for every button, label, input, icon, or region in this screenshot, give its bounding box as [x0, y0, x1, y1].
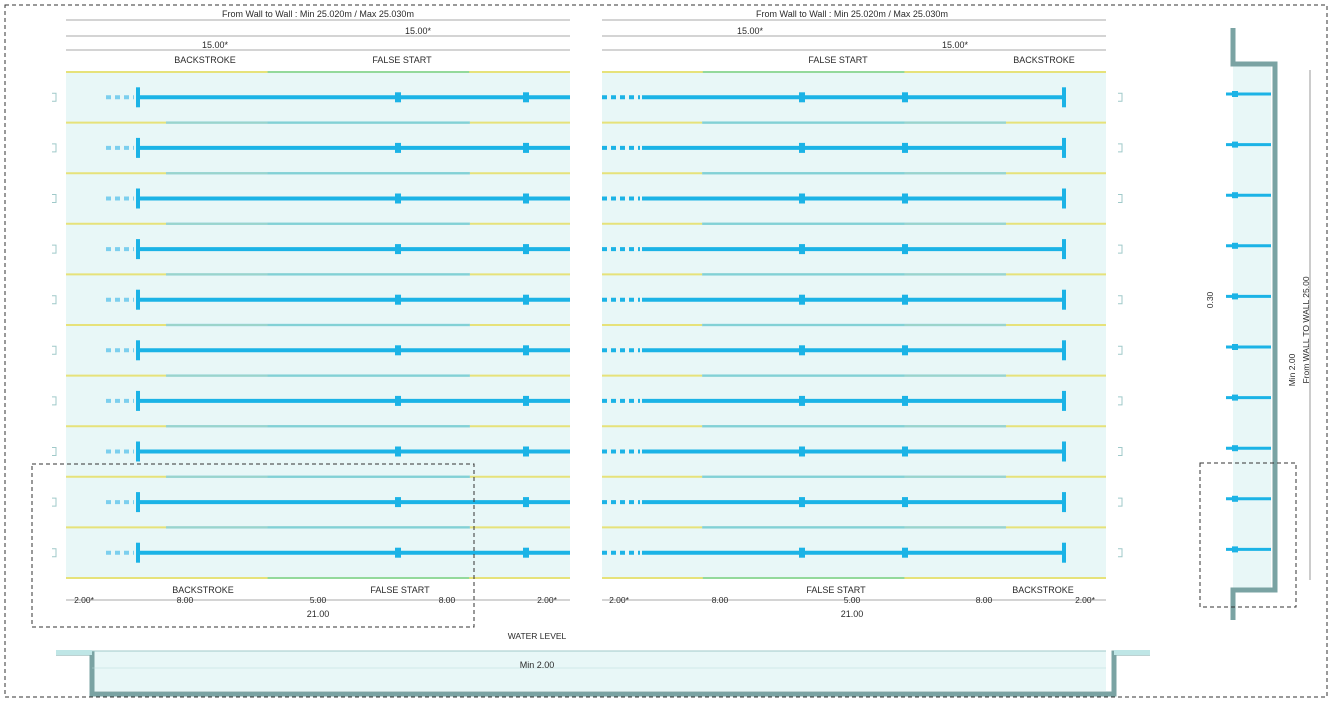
side-lane-tick: [1232, 395, 1238, 401]
lane-line-tick: [395, 295, 401, 305]
lane-bracket: [1118, 549, 1122, 557]
pool-right-bottom-backstroke: BACKSTROKE: [1012, 585, 1074, 595]
lane-line-tick: [902, 447, 908, 457]
pool-right-dim-21: 21.00: [840, 609, 864, 619]
lane-line-tick: [523, 295, 529, 305]
lane-line-tick: [799, 92, 805, 102]
pool-left-dim-8-right: 8.00: [438, 595, 456, 605]
lane-bracket: [52, 549, 56, 557]
lane-line-tick: [902, 345, 908, 355]
lane-line-tick: [902, 295, 908, 305]
pool-left-dim-21: 21.00: [306, 609, 330, 619]
lane-line-tick: [523, 244, 529, 254]
side-lane-tick: [1232, 445, 1238, 451]
pool-right-dim-2-left: 2.00*: [609, 595, 629, 605]
lane-line-tick: [523, 345, 529, 355]
lane-bracket: [52, 195, 56, 203]
lane-bracket: [1118, 195, 1122, 203]
lane-bracket: [52, 144, 56, 152]
lane-line-tick: [395, 548, 401, 558]
side-lane-tick: [1232, 192, 1238, 198]
pool-left-top-backstroke: BACKSTROKE: [174, 55, 236, 65]
pool-section-deck-right: [1114, 650, 1150, 655]
pool-section: [56, 631, 1150, 694]
pool-left-top-dim-a: 15.00*: [201, 40, 229, 50]
pool-right-dim-2-right: 2.00*: [1075, 595, 1095, 605]
lane-bracket: [52, 498, 56, 506]
lane-line-tick: [902, 396, 908, 406]
lane-line-tick: [799, 497, 805, 507]
lane-line-tick: [523, 194, 529, 204]
side-lane-tick: [1232, 142, 1238, 148]
pool-left-dim-2-left: 2.00*: [74, 595, 94, 605]
side-view: [1200, 28, 1311, 620]
pool-right-top-dim-b: 15.00*: [941, 40, 969, 50]
lane-line-tick: [523, 497, 529, 507]
pool-right-top-false-start: FALSE START: [808, 55, 868, 65]
pool-left-dim-5: 5.00: [309, 595, 327, 605]
lane-bracket: [1118, 144, 1122, 152]
lane-line-tick: [395, 345, 401, 355]
lane-line-tick: [523, 143, 529, 153]
lane-line-tick: [395, 143, 401, 153]
side-lane-tick: [1232, 546, 1238, 552]
lane-bracket: [52, 296, 56, 304]
side-lane-tick: [1232, 243, 1238, 249]
pool-right-lanes: [602, 72, 1122, 578]
lane-bracket: [52, 397, 56, 405]
lane-line-tick: [523, 92, 529, 102]
pool-left-top-dim-b: 15.00*: [404, 26, 432, 36]
side-lane-tick: [1232, 496, 1238, 502]
pool-section-deck-left: [56, 650, 92, 655]
lane-bracket: [1118, 245, 1122, 253]
side-view-wall-to-wall: From WALL TO WALL 25.00: [1301, 276, 1311, 384]
pool-right-dim-5: 5.00: [843, 595, 861, 605]
lane-line-tick: [799, 244, 805, 254]
lane-line-tick: [523, 447, 529, 457]
pool-left-top-false-start: FALSE START: [372, 55, 432, 65]
pool-left-dim-2-right: 2.00*: [537, 595, 557, 605]
lane-line-tick: [799, 194, 805, 204]
lane-bracket: [52, 448, 56, 456]
lane-line-tick: [523, 548, 529, 558]
pool-right-dim-8-right: 8.00: [975, 595, 993, 605]
lane-line-tick: [395, 497, 401, 507]
lane-line-tick: [902, 244, 908, 254]
pool-left-dim-8-left: 8.00: [176, 595, 194, 605]
pool-right-bottom-false-start: FALSE START: [806, 585, 866, 595]
lane-bracket: [1118, 448, 1122, 456]
lane-bracket: [1118, 397, 1122, 405]
pool-section-water-level: WATER LEVEL: [507, 631, 567, 641]
lane-bracket: [1118, 296, 1122, 304]
lane-line-tick: [395, 194, 401, 204]
pool-left: [32, 9, 570, 627]
lane-bracket: [52, 93, 56, 101]
pool-right-top-dim-a: 15.00*: [736, 26, 764, 36]
lane-line-tick: [395, 396, 401, 406]
lane-line-tick: [902, 548, 908, 558]
pool-right: [602, 9, 1122, 619]
side-lane-tick: [1232, 344, 1238, 350]
lane-line-tick: [395, 244, 401, 254]
lane-line-tick: [799, 143, 805, 153]
pool-left-bottom-backstroke: BACKSTROKE: [172, 585, 234, 595]
pool-right-top-title: From Wall to Wall : Min 25.020m / Max 25.030m: [756, 9, 948, 19]
lane-line-tick: [799, 295, 805, 305]
lane-line-tick: [902, 194, 908, 204]
lane-line-tick: [799, 396, 805, 406]
pool-right-dim-8-left: 8.00: [711, 595, 729, 605]
lane-bracket: [1118, 93, 1122, 101]
lane-line-tick: [902, 92, 908, 102]
lane-bracket: [1118, 346, 1122, 354]
side-lane-tick: [1232, 91, 1238, 97]
side-view-depth: Min 2.00: [1287, 353, 1297, 387]
lane-line-tick: [799, 345, 805, 355]
pool-right-top-backstroke: BACKSTROKE: [1013, 55, 1075, 65]
lane-bracket: [52, 245, 56, 253]
lane-line-tick: [523, 396, 529, 406]
lane-bracket: [1118, 498, 1122, 506]
lane-line-tick: [799, 447, 805, 457]
pool-left-bottom-false-start: FALSE START: [370, 585, 430, 595]
lane-line-tick: [902, 497, 908, 507]
side-lane-tick: [1232, 293, 1238, 299]
pool-section-water: [92, 651, 1106, 691]
side-view-dim-030: 0.30: [1205, 291, 1215, 309]
pool-left-top-title: From Wall to Wall : Min 25.020m / Max 25.030m: [222, 9, 414, 19]
pool-section-depth: Min 2.00: [519, 660, 555, 670]
lane-line-tick: [395, 447, 401, 457]
lane-line-tick: [395, 92, 401, 102]
lane-line-tick: [799, 548, 805, 558]
lane-bracket: [52, 346, 56, 354]
lane-line-tick: [902, 143, 908, 153]
